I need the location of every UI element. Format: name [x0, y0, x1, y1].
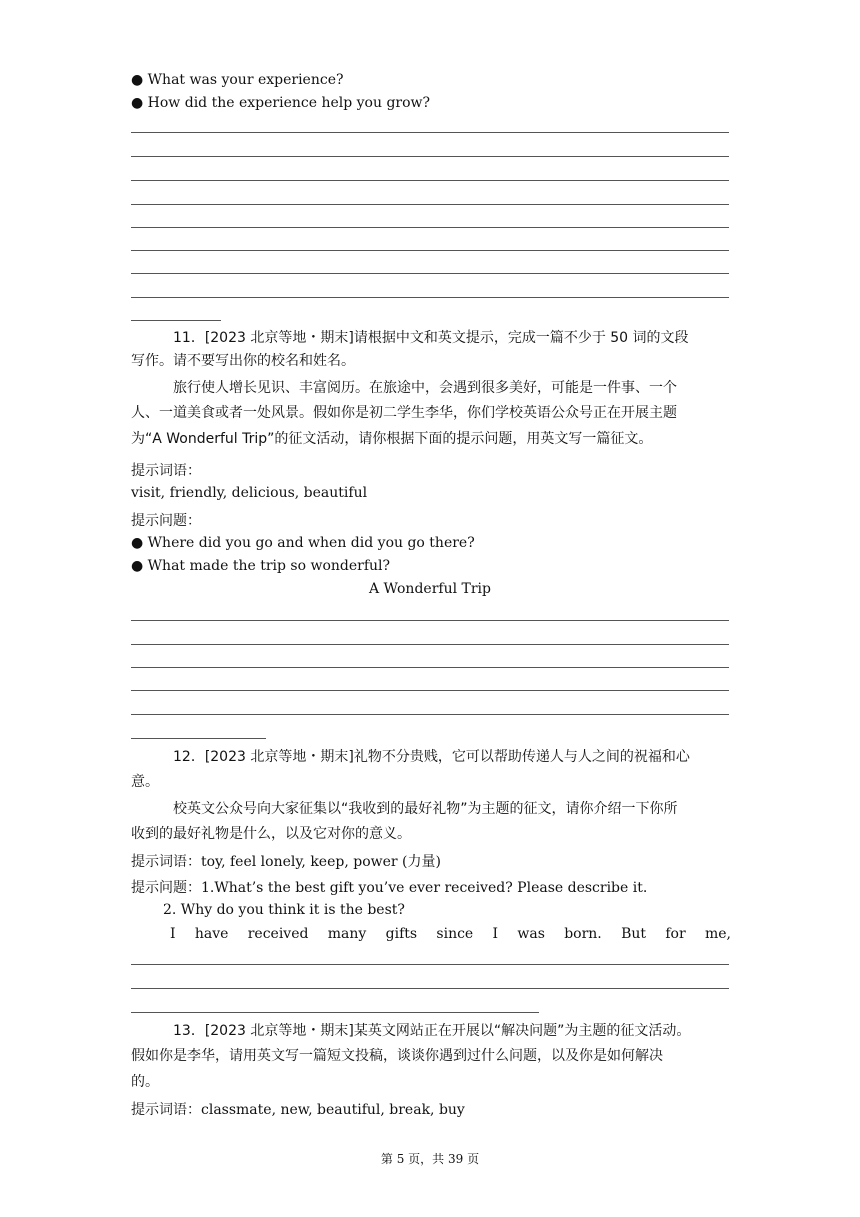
q11-intro-cont: 写作。请不要写出你的校名和姓名。 [131, 353, 355, 369]
answer-line[interactable] [131, 964, 729, 965]
answer-line[interactable] [131, 988, 729, 989]
starter-word: born. [564, 926, 602, 942]
q13-intro-cont-2: 的。 [131, 1074, 159, 1090]
answer-line-short[interactable] [131, 1012, 539, 1013]
starter-word: I [170, 926, 176, 942]
starter-word: gifts [385, 926, 418, 942]
answer-line[interactable] [131, 132, 729, 133]
answer-line[interactable] [131, 227, 729, 228]
q13-intro: 13．[2023 北京等地・期末]某英文网站正在开展以“解决问题”为主题的征文活动。 [173, 1023, 691, 1039]
q12-context-2: 收到的最好礼物是什么，以及它对你的意义。 [131, 826, 411, 842]
q12-hint-question-1: 提示问题：1.What’s the best gift you’ve ever received? Please describe it. [131, 880, 648, 896]
answer-line[interactable] [131, 714, 729, 715]
starter-word: I [492, 926, 499, 942]
starter-word: since [436, 926, 474, 942]
q12-context-1: 校英文公众号向大家征集以“我收到的最好礼物”为主题的征文，请你介绍一下你所 [173, 801, 678, 817]
starter-word: received [247, 926, 309, 942]
q11-question-2: ● What made the trip so wonderful? [131, 558, 391, 574]
q11-intro: 11．[2023 北京等地・期末]请根据中文和英文提示，完成一篇不少于 50 词的文段 [173, 330, 689, 346]
q11-context-1: 旅行使人增长见识、丰富阅历。在旅途中，会遇到很多美好，可能是一件事、一个 [173, 380, 677, 396]
q11-hint-words-label: 提示词语： [131, 463, 201, 479]
q11-context-2: 人、一道美食或者一处风景。假如你是初二学生李华，你们学校英语公众号正在开展主题 [131, 405, 677, 421]
answer-line[interactable] [131, 250, 729, 251]
starter-word: me, [704, 926, 731, 942]
q11-question-1: ● Where did you go and when did you go there? [131, 535, 475, 551]
q13-hint-words: 提示词语：classmate, new, beautiful, break, buy [131, 1102, 465, 1118]
starter-word: But [621, 926, 647, 942]
starter-word: many [327, 926, 367, 942]
answer-line[interactable] [131, 644, 729, 645]
q11-essay-title: A Wonderful Trip [369, 581, 491, 597]
starter-word: was [517, 926, 545, 942]
answer-line[interactable] [131, 273, 729, 274]
q11-hint-questions-label: 提示问题： [131, 513, 201, 529]
q10-bullet-2: ● How did the experience help you grow? [131, 95, 431, 111]
starter-word: have [194, 926, 229, 942]
answer-line-short[interactable] [131, 738, 266, 739]
answer-line[interactable] [131, 667, 729, 668]
q11-context-3: 为“A Wonderful Trip”的征文活动，请你根据下面的提示问题，用英文写一篇征文。 [131, 431, 653, 447]
answer-line[interactable] [131, 620, 729, 621]
q12-starter-sentence [170, 926, 731, 942]
q13-intro-cont-1: 假如你是李华，请用英文写一篇短文投稿，谈谈你遇到过什么问题，以及你是如何解决 [131, 1048, 663, 1064]
q12-intro: 12．[2023 北京等地・期末]礼物不分贵贱，它可以帮助传递人与人之间的祝福和心 [173, 749, 690, 765]
q10-bullet-1: ● What was your experience? [131, 72, 344, 88]
answer-line-short[interactable] [131, 320, 221, 321]
q11-hint-words: visit, friendly, delicious, beautiful [131, 485, 368, 501]
starter-word: for [665, 926, 686, 942]
q12-intro-cont: 意。 [131, 774, 159, 790]
answer-line[interactable] [131, 156, 729, 157]
answer-line[interactable] [131, 204, 729, 205]
answer-line[interactable] [131, 690, 729, 691]
answer-line[interactable] [131, 180, 729, 181]
q12-hint-question-2: 2. Why do you think it is the best? [163, 902, 405, 918]
page-number: 第 5 页，共 39 页 [380, 1152, 480, 1166]
answer-line[interactable] [131, 297, 729, 298]
q12-hint-words: 提示词语：toy, feel lonely, keep, power (力量) [131, 854, 441, 870]
